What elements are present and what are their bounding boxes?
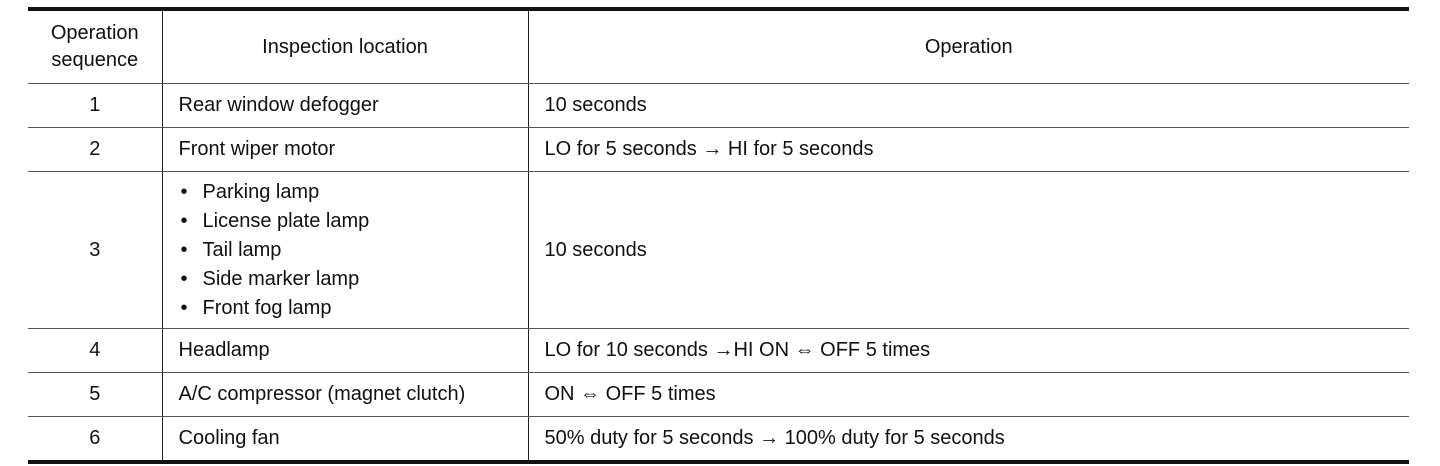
list-item-label: Parking lamp [202,180,320,203]
location-cell: Cooling fan [162,417,528,463]
operation-cell: LO for 5 seconds → HI for 5 seconds [528,128,1409,172]
list-item [179,207,528,236]
operation-cell: LO for 10 seconds →HI ON ⇔ OFF 5 times [528,329,1409,373]
header-operation-sequence [28,9,162,84]
table-row [28,128,1409,172]
list-item-label: Tail lamp [202,238,282,261]
location-cell: Rear window defogger [162,84,528,128]
bullet: • [180,180,188,203]
operation-sequence-table [28,7,1409,464]
bullet: • [180,296,188,319]
header-sequence-line1: Operation [50,22,139,44]
sequence-cell: 2 [28,128,162,172]
table-row [28,84,1409,128]
sequence-cell: 3 [28,172,162,329]
list-item [179,265,528,294]
table-row [28,417,1409,463]
header-row [28,9,1409,84]
list-item [179,178,528,207]
sequence-cell: 5 [28,373,162,417]
bullet: • [180,267,188,290]
list-item-label: License plate lamp [202,209,370,232]
operation-cell: 10 seconds [528,172,1409,329]
bullet: • [180,209,188,232]
location-cell: A/C compressor (magnet clutch) [162,373,528,417]
bullet: • [180,238,188,261]
location-cell: Front wiper motor [162,128,528,172]
operation-cell: ON ⇔ OFF 5 times [528,373,1409,417]
sequence-cell: 6 [28,417,162,463]
header-operation: Operation [528,9,1409,84]
list-item-label: Side marker lamp [202,267,360,290]
header-sequence-line2: sequence [51,49,139,71]
header-inspection-location: Inspection location [162,9,528,84]
location-list [179,178,528,323]
operation-cell: 50% duty for 5 seconds → 100% duty for 5 seconds [528,417,1409,463]
location-cell [162,172,528,329]
list-item-label: Front fog lamp [202,296,332,319]
location-cell: Headlamp [162,329,528,373]
table-row [28,373,1409,417]
table-row [28,329,1409,373]
sequence-cell: 1 [28,84,162,128]
list-item [179,294,528,323]
sequence-cell: 4 [28,329,162,373]
operation-cell: 10 seconds [528,84,1409,128]
table-row [28,172,1409,329]
list-item [179,236,528,265]
